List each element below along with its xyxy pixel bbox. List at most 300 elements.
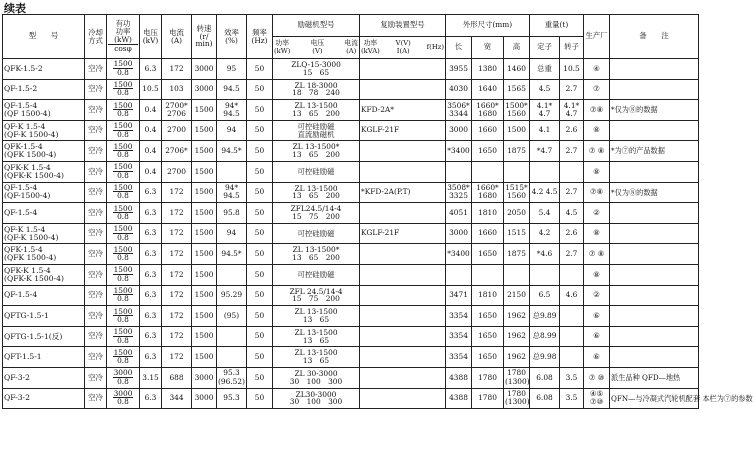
cell-stator-weight: 总9.98 [530,347,560,368]
cell-cooling: 空冷 [85,264,107,285]
cell-height: 1875 [504,244,530,265]
cell-efficiency: 94 [217,120,247,141]
cell-efficiency: 94.5* [217,244,247,265]
cell-maker: ⑧ [584,264,610,285]
cell-speed: 1500 [192,203,217,224]
cell-speed: 1500 [192,244,217,265]
table-row [3,244,699,265]
cell-stator-weight: 5.4 [530,203,560,224]
cell-notes [610,306,699,327]
cell-current: 2700* 2706 [162,100,192,121]
cell-efficiency: 95 [217,59,247,80]
cell-voltage: 6.3 [140,347,162,368]
table-row [3,79,699,100]
cell-current: 172 [162,264,192,285]
cell-stator-weight: 6.08 [530,367,560,388]
cell-efficiency: 94.5* [217,141,247,162]
cell-notes: *仅为⑧的数据 [610,100,699,121]
cell-height: 1875 [504,141,530,162]
cell-stator-weight: *4.7 [530,141,560,162]
cell-height: 2050 [504,203,530,224]
cell-model: QF-1.5-4 [3,203,85,224]
cell-maker: ⑦ ⑧ [584,244,610,265]
cell-stator-weight: 4.2 [530,223,560,244]
cell-length: 3354 [446,326,472,347]
cell-rotor-weight [560,264,584,285]
cell-power: $\frac{1500}{0.8}$ [107,79,140,100]
header-excitation-sub: 功率 (kW) 电压 (V) 电流 (A) [273,37,360,59]
cell-model: QFK-K 1.5-4 (QFK-K 1500-4) [3,264,85,285]
cell-efficiency: 95.3 (96.52) [217,367,247,388]
cell-maker: ⑥ [584,347,610,368]
cell-width: 1380 [472,59,504,80]
cell-cooling: 空冷 [85,223,107,244]
cell-stator-weight: 6.08 [530,388,560,409]
cell-maker: ⑦⑧ [584,182,610,203]
cell-efficiency [217,347,247,368]
table-row [3,326,699,347]
cell-rotor-weight [560,347,584,368]
cell-compound-model: KGLF-21F [360,223,446,244]
table-row [3,388,699,409]
table-row [3,182,699,203]
cell-height [504,264,530,285]
table-row [3,203,699,224]
cell-height: 1565 [504,79,530,100]
cell-voltage: 6.3 [140,326,162,347]
header-width: 宽 [472,37,504,59]
cell-cooling: 空冷 [85,367,107,388]
cell-frequency: 50 [247,120,273,141]
cell-cooling: 空冷 [85,100,107,121]
cell-compound-model [360,141,446,162]
table-row [3,120,699,141]
cell-width: 1780 [472,367,504,388]
header-maker: 生产厂 [584,15,610,59]
cell-efficiency: 94* 94.5 [217,100,247,121]
cell-speed: 1500 [192,223,217,244]
cell-voltage: 0.4 [140,120,162,141]
cell-voltage: 6.3 [140,203,162,224]
cell-speed: 1500 [192,347,217,368]
cell-width: 1650 [472,306,504,327]
cell-height: 1460 [504,59,530,80]
cell-voltage: 3.15 [140,367,162,388]
cell-height: 1962 [504,326,530,347]
cell-width: 1810 [472,203,504,224]
cell-current: 172 [162,306,192,327]
cell-length: 4051 [446,203,472,224]
cell-power: $\frac{3000}{0.8}$ [107,367,140,388]
cell-maker: ② [584,285,610,306]
cell-power: $\frac{1500}{0.8}$ [107,100,140,121]
cell-efficiency [217,326,247,347]
cell-maker: ⑧ [584,120,610,141]
cell-cooling: 空冷 [85,120,107,141]
cell-excitation-model: ZFL 24.5/14-4 15 75 200 [273,285,360,306]
cell-excitation-model: ZL 13-1500* 13 65 200 [273,141,360,162]
cell-stator-weight: 总9.89 [530,306,560,327]
cell-power: $\frac{3000}{0.8}$ [107,388,140,409]
cell-stator-weight: *4.6 [530,244,560,265]
cell-compound-model [360,161,446,182]
table-row [3,367,699,388]
cell-height: 2150 [504,285,530,306]
cell-notes [610,223,699,244]
cell-frequency: 50 [247,141,273,162]
table-row [3,306,699,327]
cell-compound-model [360,326,446,347]
header-compound-model: 复励装置型号 [360,15,446,37]
cell-speed: 1500 [192,100,217,121]
cell-excitation-model: 可控硅励磁 [273,161,360,182]
cell-model: QF-1.5-4 (QF 1500-4) [3,100,85,121]
cell-length: 3000 [446,120,472,141]
cell-maker: ④⑤ ⑦⑩ [584,388,610,409]
cell-length: 4388 [446,388,472,409]
cell-maker: ⑥ [584,326,610,347]
cell-voltage: 6.3 [140,285,162,306]
cell-maker: ⑧ [584,161,610,182]
cell-notes [610,203,699,224]
header-speed: 转速 (r/ min) [192,15,217,59]
cell-current: 688 [162,367,192,388]
cell-model: QF-1.5-2 [3,79,85,100]
cell-excitation-model: ZL 30-3000 30 100 300 [273,367,360,388]
cell-notes: 派生品种 QFD—地热 [610,367,699,388]
cell-frequency: 50 [247,388,273,409]
cell-width: 1660 [472,223,504,244]
cell-height: 1962 [504,347,530,368]
cell-current: 344 [162,388,192,409]
cell-power: $\frac{1500}{0.8}$ [107,59,140,80]
cell-maker: ⑦ ⑧ [584,141,610,162]
cell-maker: ⑦ ⑩ [584,367,610,388]
cell-rotor-weight: 2.7 [560,182,584,203]
cell-compound-model [360,367,446,388]
cell-length: 3354 [446,347,472,368]
cell-speed: 1500 [192,326,217,347]
cell-width: 1660 [472,120,504,141]
cell-excitation-model: ZL 18-3000 18 78 240 [273,79,360,100]
cell-stator-weight: 6.5 [530,285,560,306]
cell-rotor-weight: 3.5 [560,388,584,409]
cell-cooling: 空冷 [85,388,107,409]
table-row [3,264,699,285]
cell-power: $\frac{1500}{0.8}$ [107,120,140,141]
cell-efficiency: 94* 94.5 [217,182,247,203]
cell-rotor-weight: 3.5 [560,367,584,388]
header-weight: 重量(t) [530,15,584,37]
cell-model: QF-3-2 [3,367,85,388]
cell-voltage: 6.3 [140,306,162,327]
cell-width: 1660* 1680 [472,100,504,121]
cell-excitation-model: ZFL24.5/14-4 15 75 200 [273,203,360,224]
cell-width: 1810 [472,285,504,306]
cell-frequency: 50 [247,264,273,285]
cell-voltage: 6.3 [140,388,162,409]
cell-cooling: 空冷 [85,285,107,306]
header-compound-sub: 功率 (kVA) V(V) I(A) f(Hz) [360,37,446,59]
cell-model: QF-1.5-4 (QF-1500-4) [3,182,85,203]
cell-current: 172 [162,203,192,224]
cell-frequency: 50 [247,203,273,224]
cell-model: QFK-1.5-4 (QFK 1500-4) [3,244,85,265]
cell-current: 172 [162,223,192,244]
cell-length: 3955 [446,59,472,80]
cell-speed: 1500 [192,141,217,162]
cell-length: *3400 [446,141,472,162]
cell-voltage: 0.4 [140,161,162,182]
cell-frequency: 50 [247,59,273,80]
cell-model: QFT-1.5-1 [3,347,85,368]
cell-maker: ⑧ [584,223,610,244]
cell-rotor-weight: 2.7 [560,141,584,162]
cell-rotor-weight: 2.6 [560,120,584,141]
cell-notes [610,347,699,368]
cell-width: 1660* 1680 [472,182,504,203]
cell-current: 172 [162,244,192,265]
cell-compound-model [360,59,446,80]
cell-frequency: 50 [247,79,273,100]
cell-width [472,161,504,182]
cell-stator-weight: 4.5 [530,79,560,100]
header-current: 电流 (A) [162,15,192,59]
cell-speed: 1500 [192,306,217,327]
cell-frequency: 50 [247,367,273,388]
cell-length: 3000 [446,223,472,244]
cell-excitation-model: ZLQ-15-3000 15 65 [273,59,360,80]
cell-cooling: 空冷 [85,59,107,80]
cell-rotor-weight: 10.5 [560,59,584,80]
cell-length: 4388 [446,367,472,388]
cell-compound-model [360,203,446,224]
header-height: 高 [504,37,530,59]
cell-compound-model [360,306,446,327]
cell-speed: 1500 [192,182,217,203]
cell-rotor-weight: 4.6 [560,285,584,306]
cell-rotor-weight: 2.7 [560,79,584,100]
cell-model: QF-K 1.5-4 (QF-K 1500-4) [3,120,85,141]
cell-voltage: 6.3 [140,223,162,244]
cell-model: QF-1.5-4 [3,285,85,306]
cell-notes [610,120,699,141]
cell-power: $\frac{1500}{0.8}$ [107,203,140,224]
cell-frequency: 50 [247,223,273,244]
cell-height: 1515* 1560 [504,182,530,203]
cell-excitation-model: 可控硅励磁 [273,264,360,285]
cell-cooling: 空冷 [85,306,107,327]
cell-cooling: 空冷 [85,161,107,182]
cell-current: 172 [162,347,192,368]
cell-current: 172 [162,285,192,306]
cell-notes: *为⑦的产品数据 [610,141,699,162]
cell-height: 1500* 1560 [504,100,530,121]
cell-speed: 3000 [192,367,217,388]
header-voltage: 电压 (kV) [140,15,162,59]
cell-maker: ② [584,203,610,224]
table-row [3,59,699,80]
cell-model: QF-K 1.5-4 (QF-K 1500-4) [3,223,85,244]
cell-height: 1780 (1300) [504,388,530,409]
cell-frequency: 50 [247,285,273,306]
cell-frequency: 50 [247,182,273,203]
cell-length: *3400 [446,244,472,265]
cell-stator-weight [530,161,560,182]
cell-current: 172 [162,326,192,347]
cell-voltage: 6.3 [140,264,162,285]
cell-power: $\frac{1500}{0.8}$ [107,223,140,244]
cell-efficiency: (95) [217,306,247,327]
cell-model: QFTG-1.5-1 [3,306,85,327]
cell-stator-weight: 总重 [530,59,560,80]
cell-cooling: 空冷 [85,244,107,265]
cell-rotor-weight: 2.6 [560,223,584,244]
header-rotor-weight: 转子 [560,37,584,59]
cell-excitation-model: ZL 13-1500 13 65 200 [273,100,360,121]
header-cooling: 冷却 方式 [85,15,107,59]
cell-cooling: 空冷 [85,141,107,162]
cell-maker: ⑥ [584,306,610,327]
cell-model: QFK-K 1.5-4 (QFK-K 1500-4) [3,161,85,182]
cell-efficiency: 95.3 [217,388,247,409]
cell-maker: ⑦⑧ [584,100,610,121]
table-row [3,100,699,121]
cell-width: 1650 [472,244,504,265]
cell-height: 1780 (1300) [504,367,530,388]
header-model: 型 号 [3,15,85,59]
cell-frequency: 50 [247,347,273,368]
cell-excitation-model: ZL 13-1500 13 65 200 [273,182,360,203]
cell-cooling: 空冷 [85,326,107,347]
cell-length: 3506* 3344 [446,100,472,121]
cell-power: $\frac{1500}{0.8}$ [107,182,140,203]
cell-voltage: 10.5 [140,79,162,100]
cell-power: $\frac{1500}{0.8}$ [107,306,140,327]
cell-rotor-weight: 4.1* 4.7 [560,100,584,121]
cell-efficiency: 94 [217,223,247,244]
cell-height: 1962 [504,306,530,327]
cell-cooling: 空冷 [85,182,107,203]
header-frequency: 频率 (Hz) [247,15,273,59]
cell-current: 2700 [162,161,192,182]
cell-length [446,264,472,285]
cell-model: QFK-1.5-2 [3,59,85,80]
cell-frequency: 50 [247,244,273,265]
cell-notes [610,326,699,347]
cell-model: QF-3-2 [3,388,85,409]
cell-voltage: 0.4 [140,100,162,121]
cell-length: 3471 [446,285,472,306]
cell-width: 1650 [472,141,504,162]
cell-current: 103 [162,79,192,100]
cell-speed: 1500 [192,264,217,285]
cell-efficiency: 94.5 [217,79,247,100]
cell-compound-model: KGLF-21F [360,120,446,141]
cell-power: $\frac{1500}{0.8}$ [107,264,140,285]
cell-current: 172 [162,182,192,203]
cell-length: 4030 [446,79,472,100]
cell-model: QFK-1.5-4 (QFK 1500-4) [3,141,85,162]
cell-voltage: 6.3 [140,182,162,203]
cell-excitation-model: ZL 13-1500* 13 65 200 [273,244,360,265]
cell-frequency: 50 [247,161,273,182]
cell-stator-weight: 总8.99 [530,326,560,347]
cell-stator-weight [530,264,560,285]
header-efficiency: 效率 (%) [217,15,247,59]
cell-width: 1650 [472,347,504,368]
cell-width [472,264,504,285]
generator-spec-table [2,14,753,409]
cell-speed: 1500 [192,120,217,141]
cell-power: $\frac{1500}{0.8}$ [107,285,140,306]
cell-notes [610,161,699,182]
cell-notes [610,59,699,80]
cell-maker: ④ [584,59,610,80]
cell-power: $\frac{1500}{0.8}$ [107,244,140,265]
cell-rotor-weight: 4.5 [560,203,584,224]
cell-notes [610,264,699,285]
cell-notes: QFN—与冷凝式汽轮机配套 本栏为⑦的参数 [610,388,699,409]
cell-compound-model [360,264,446,285]
cell-length: 3508* 3325 [446,182,472,203]
cell-notes [610,79,699,100]
cell-cooling: 空冷 [85,347,107,368]
table-row [3,347,699,368]
cell-length: 3354 [446,306,472,327]
cell-frequency: 50 [247,326,273,347]
cell-height: 1515 [504,223,530,244]
cell-rotor-weight: 2.7 [560,244,584,265]
cell-rotor-weight [560,326,584,347]
cell-power: $\frac{1500}{0.8}$ [107,326,140,347]
cell-compound-model [360,244,446,265]
cell-efficiency: 95.8 [217,203,247,224]
cell-compound-model: *KFD-2A(P.T) [360,182,446,203]
cell-efficiency [217,264,247,285]
cell-excitation-model: ZL 13-1500 13 65 [273,306,360,327]
cell-voltage: 6.3 [140,59,162,80]
cell-width: 1640 [472,79,504,100]
cell-compound-model [360,79,446,100]
cell-width: 1650 [472,326,504,347]
cell-rotor-weight [560,306,584,327]
cell-frequency: 50 [247,100,273,121]
cell-voltage: 6.3 [140,244,162,265]
cell-speed: 3000 [192,388,217,409]
table-row [3,141,699,162]
cell-speed: 3000 [192,59,217,80]
cell-excitation-model: ZL 13-1500 13 65 [273,347,360,368]
cell-compound-model [360,347,446,368]
table-caption: 续表 [4,2,26,15]
cell-length [446,161,472,182]
cell-stator-weight: 4.1* 4.7 [530,100,560,121]
table-row [3,223,699,244]
cell-height: 1500 [504,120,530,141]
cell-current: 2706* [162,141,192,162]
cell-power: $\frac{1500}{0.8}$ [107,141,140,162]
header-excitation-model: 励磁机型号 [273,15,360,37]
cell-cooling: 空冷 [85,79,107,100]
cell-power: $\frac{1500}{0.8}$ [107,161,140,182]
cell-voltage: 0.4 [140,141,162,162]
cell-compound-model [360,285,446,306]
cell-efficiency [217,161,247,182]
cell-stator-weight: 4.2 4.5 [530,182,560,203]
cell-stator-weight: 4.1 [530,120,560,141]
header-notes: 备 注 [610,15,699,59]
